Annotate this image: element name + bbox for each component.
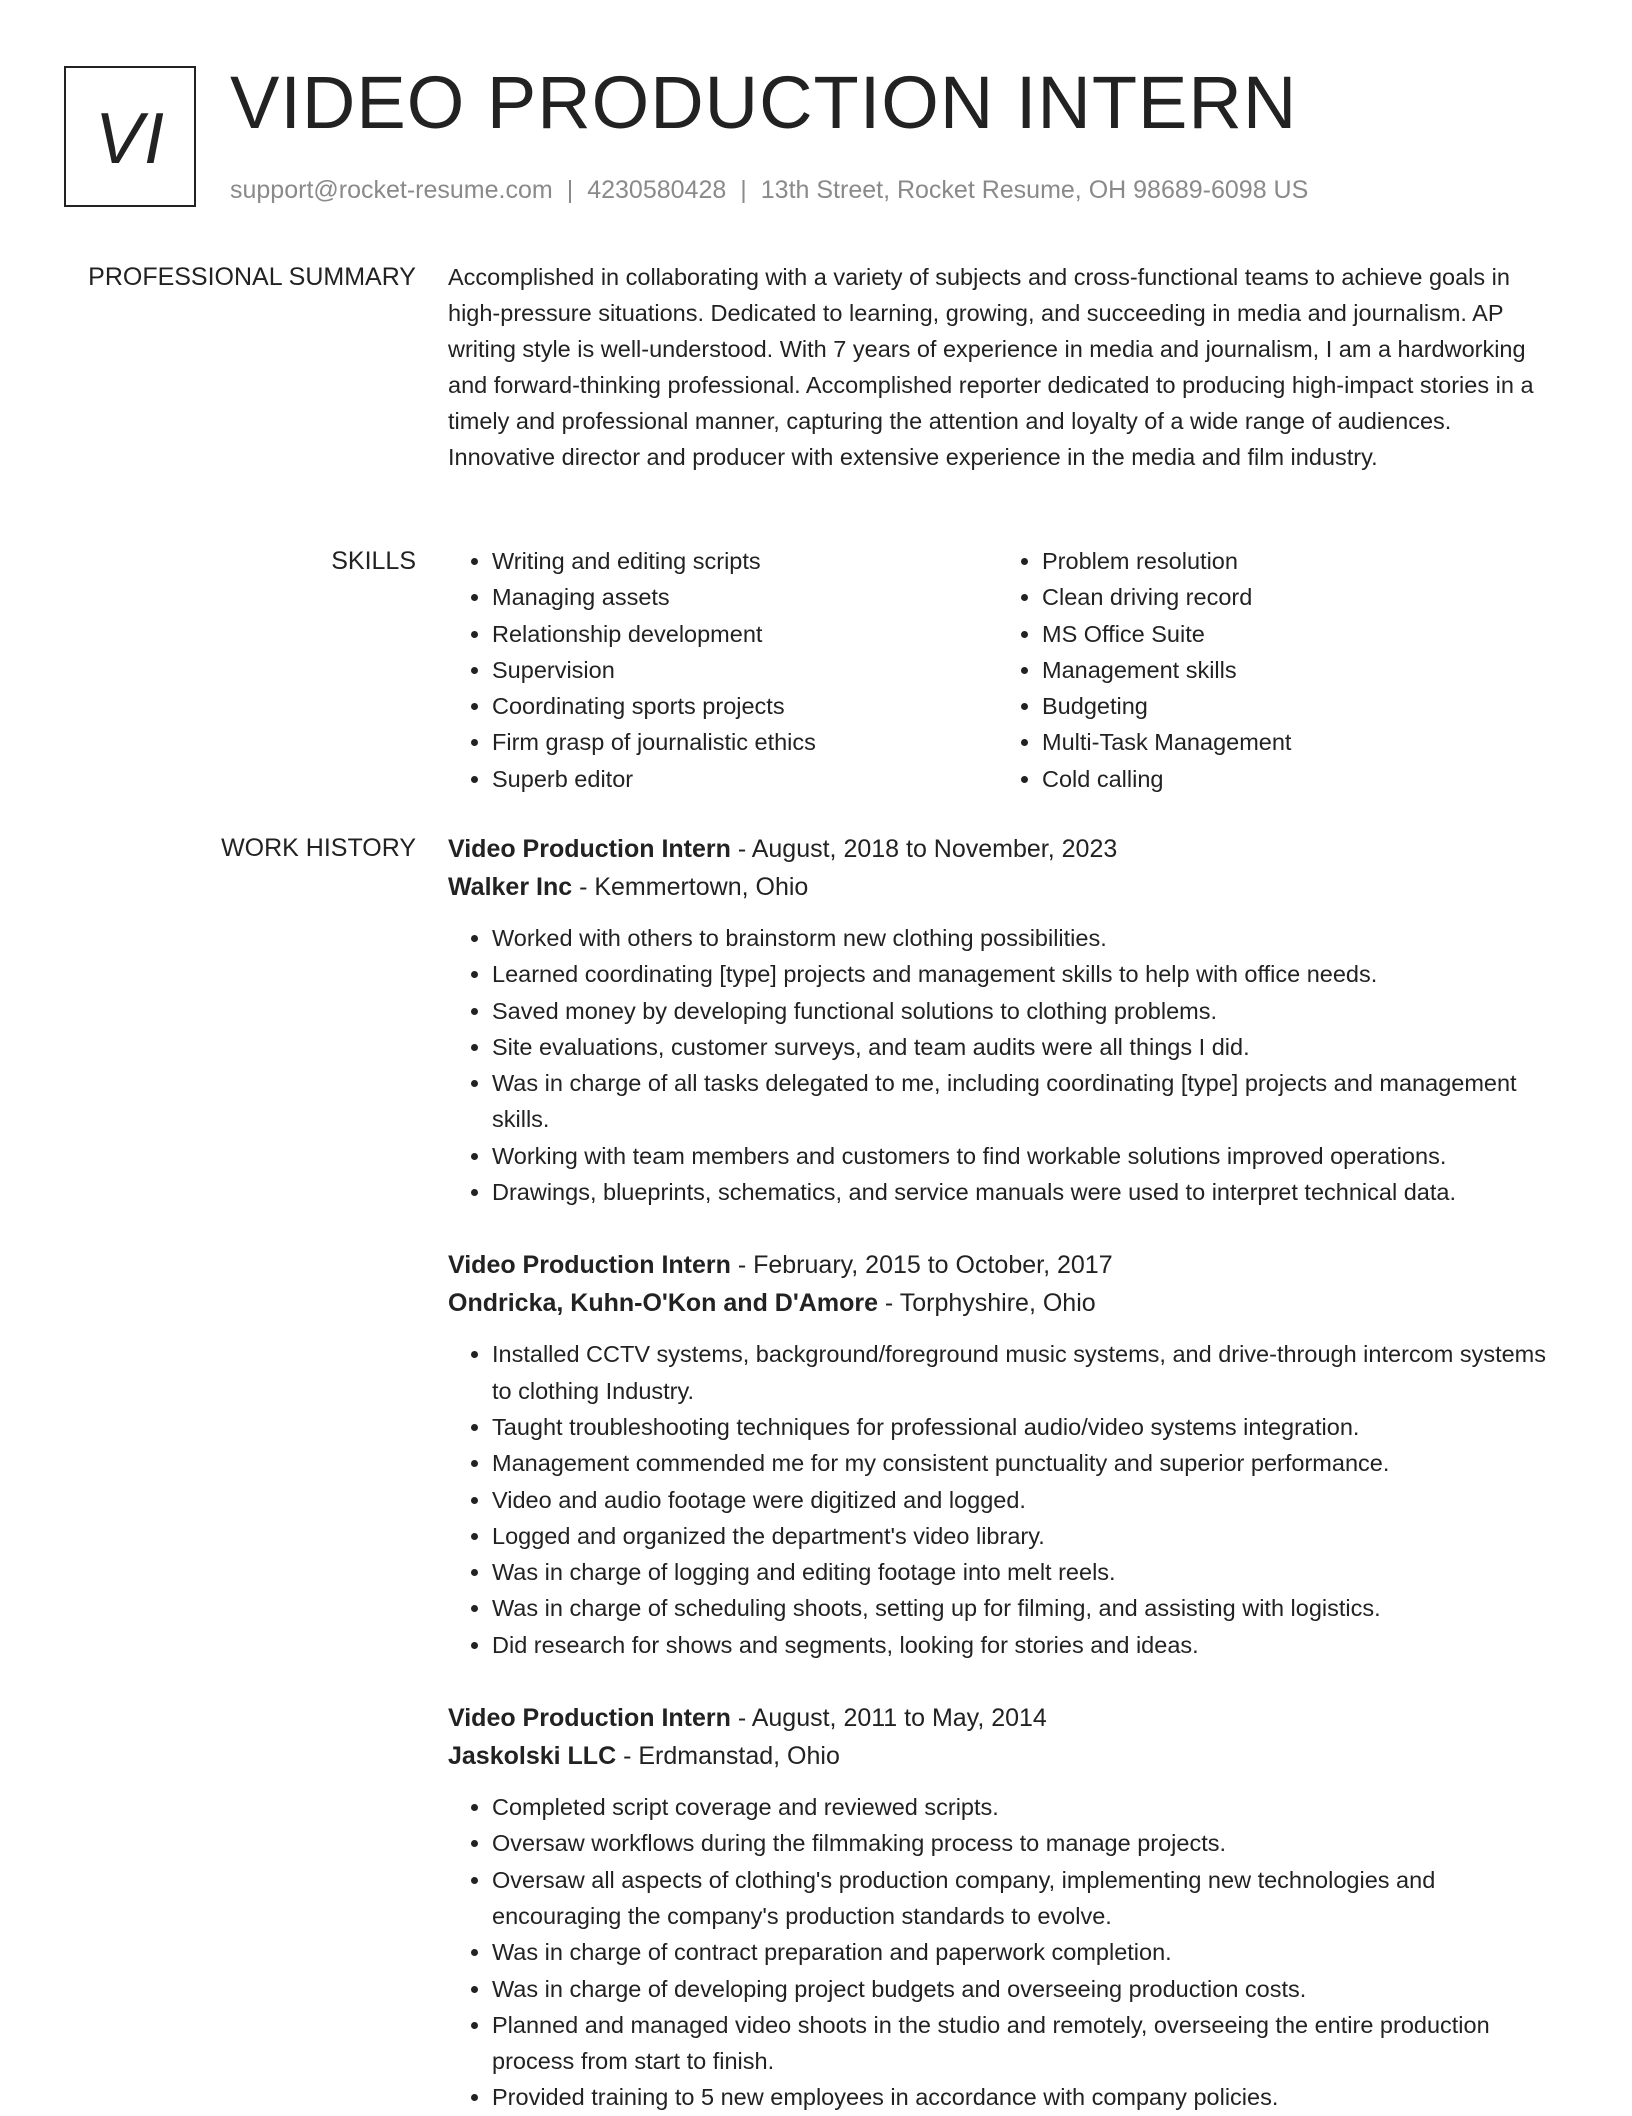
job-company-line (448, 1737, 1560, 1775)
skill-item: • Cold calling (1042, 761, 1548, 797)
contact-line (230, 174, 1308, 206)
skill-item: • Budgeting (1042, 688, 1548, 724)
job-bullet: • Was in charge of logging and editing footage into melt reels. (492, 1554, 1560, 1590)
skill-item: • Multi-Task Management (1042, 724, 1548, 760)
job-bullet: • Provided training to 5 new employees in accordance with company policies. (492, 2079, 1560, 2115)
job-company: Ondricka, Kuhn-O'Kon and D'Amore (448, 1289, 878, 1318)
job-dates: - August, 2011 to May, 2014 (730, 1704, 1047, 1733)
job-bullet: • Was in charge of scheduling shoots, setting up for filming, and assisting with logistics. (492, 1590, 1560, 1626)
skills-list-right (998, 543, 1548, 797)
job-bullet: • Planned and managed video shoots in the studio and remotely, overseeing the entire production process from start to finish. (492, 2007, 1560, 2080)
job-bullet: • Was in charge of developing project budgets and overseeing production costs. (492, 1971, 1560, 2007)
job-bullet: • Video and audio footage were digitized and logged. (492, 1482, 1560, 1518)
job-bullet: • Logged and organized the department's video library. (492, 1518, 1560, 1554)
job-bullet: • Saved money by developing functional solutions to clothing problems. (492, 993, 1560, 1029)
job-location: - Erdmanstad, Ohio (616, 1742, 840, 1771)
skill-item: • Coordinating sports projects (492, 688, 998, 724)
job-bullets (448, 920, 1560, 1210)
skills-body (448, 543, 1560, 797)
job-entry (448, 830, 1560, 1210)
job-bullet: • Oversaw all aspects of clothing's production company, implementing new technologies and encouraging the company's production standards to evolve. (492, 1862, 1560, 1935)
job-entry (448, 1246, 1560, 1663)
skill-item: • Firm grasp of journalistic ethics (492, 724, 998, 760)
job-bullet: • Drawings, blueprints, schematics, and service manuals were used to interpret technical data. (492, 1174, 1560, 1210)
job-company: Jaskolski LLC (448, 1742, 617, 1771)
skill-item: • Relationship development (492, 616, 998, 652)
job-title-line (448, 1246, 1560, 1284)
work-label: WORK HISTORY (221, 834, 416, 862)
job-bullet: • Was in charge of all tasks delegated to me, including coordinating [type] projects and management skills. (492, 1065, 1560, 1138)
skill-item: • Writing and editing scripts (492, 543, 998, 579)
skills-list-left (448, 543, 998, 797)
skill-item: • Clean driving record (1042, 579, 1548, 615)
work-body (448, 830, 1560, 2116)
skill-item: • Supervision (492, 652, 998, 688)
skills-label: SKILLS (331, 547, 416, 575)
contact-separator: | (566, 176, 574, 204)
summary-label: PROFESSIONAL SUMMARY (88, 263, 416, 291)
job-bullets (448, 1789, 1560, 2116)
skill-item: • MS Office Suite (1042, 616, 1548, 652)
job-location: - Torphyshire, Ohio (877, 1289, 1096, 1318)
job-title-line (448, 1699, 1560, 1737)
job-company-line (448, 868, 1560, 906)
job-bullet: • Management commended me for my consistent punctuality and superior performance. (492, 1445, 1560, 1481)
job-bullet: • Did research for shows and segments, looking for stories and ideas. (492, 1627, 1560, 1663)
job-dates: - February, 2015 to October, 2017 (730, 1251, 1113, 1280)
job-company: Walker Inc (448, 873, 573, 901)
job-entry (448, 1699, 1560, 2116)
job-bullet: • Worked with others to brainstorm new clothing possibilities. (492, 920, 1560, 956)
job-bullet: • Oversaw workflows during the filmmaking process to manage projects. (492, 1825, 1560, 1861)
skill-item: • Superb editor (492, 761, 998, 797)
contact-address: 13th Street, Rocket Resume, OH 98689-6098 US (760, 176, 1309, 204)
summary-body (448, 259, 1560, 475)
candidate-name: VIDEO PRODUCTION INTERN (230, 61, 1298, 144)
job-bullet: • Learned coordinating [type] projects and management skills to help with office needs. (492, 956, 1560, 992)
job-bullet: • Site evaluations, customer surveys, and team audits were all things I did. (492, 1029, 1560, 1065)
skill-item: • Management skills (1042, 652, 1548, 688)
skills-column-right (998, 543, 1548, 797)
job-location: - Kemmertown, Ohio (572, 873, 809, 901)
job-title: Video Production Intern (448, 1251, 731, 1280)
job-title: Video Production Intern (448, 1704, 731, 1733)
job-bullet: • Working with team members and customers to find workable solutions improved operations. (492, 1138, 1560, 1174)
job-dates: - August, 2018 to November, 2023 (730, 835, 1118, 863)
job-bullet: • Completed script coverage and reviewed scripts. (492, 1789, 1560, 1825)
contact-phone: 4230580428 (587, 176, 727, 204)
job-title: Video Production Intern (448, 835, 731, 863)
monogram-initials: VI (94, 98, 166, 179)
skill-item: • Problem resolution (1042, 543, 1548, 579)
job-company-line (448, 1284, 1560, 1322)
job-bullet: • Taught troubleshooting techniques for professional audio/video systems integration. (492, 1409, 1560, 1445)
skill-item: • Managing assets (492, 579, 998, 615)
skills-column-left (448, 543, 998, 797)
contact-separator: | (740, 176, 747, 204)
job-title-line (448, 830, 1560, 868)
monogram-box (64, 66, 196, 207)
job-bullet: • Was in charge of contract preparation and paperwork completion. (492, 1934, 1560, 1970)
summary-text: Accomplished in collaborating with a variety of subjects and cross-functional teams to achieve goals in high-pressure situations. Dedicated to learning, growing, and succeeding in media and journalism. AP writing style is well-understood. With 7 years of experience in media and journalism, I am a hardworking and forward-thinking professional. Accomplished reporter dedicated to producing high-impact stories in a timely and professional manner, capturing the attention and loyalty of a wide range of audiences. Innovative director and producer with extensive experience in the media and film industry. (448, 264, 1534, 470)
job-bullets (448, 1336, 1560, 1663)
contact-email: support@rocket-resume.com (230, 176, 553, 204)
job-bullet: • Installed CCTV systems, background/foreground music systems, and drive-through intercom systems to clothing Industry. (492, 1336, 1560, 1409)
